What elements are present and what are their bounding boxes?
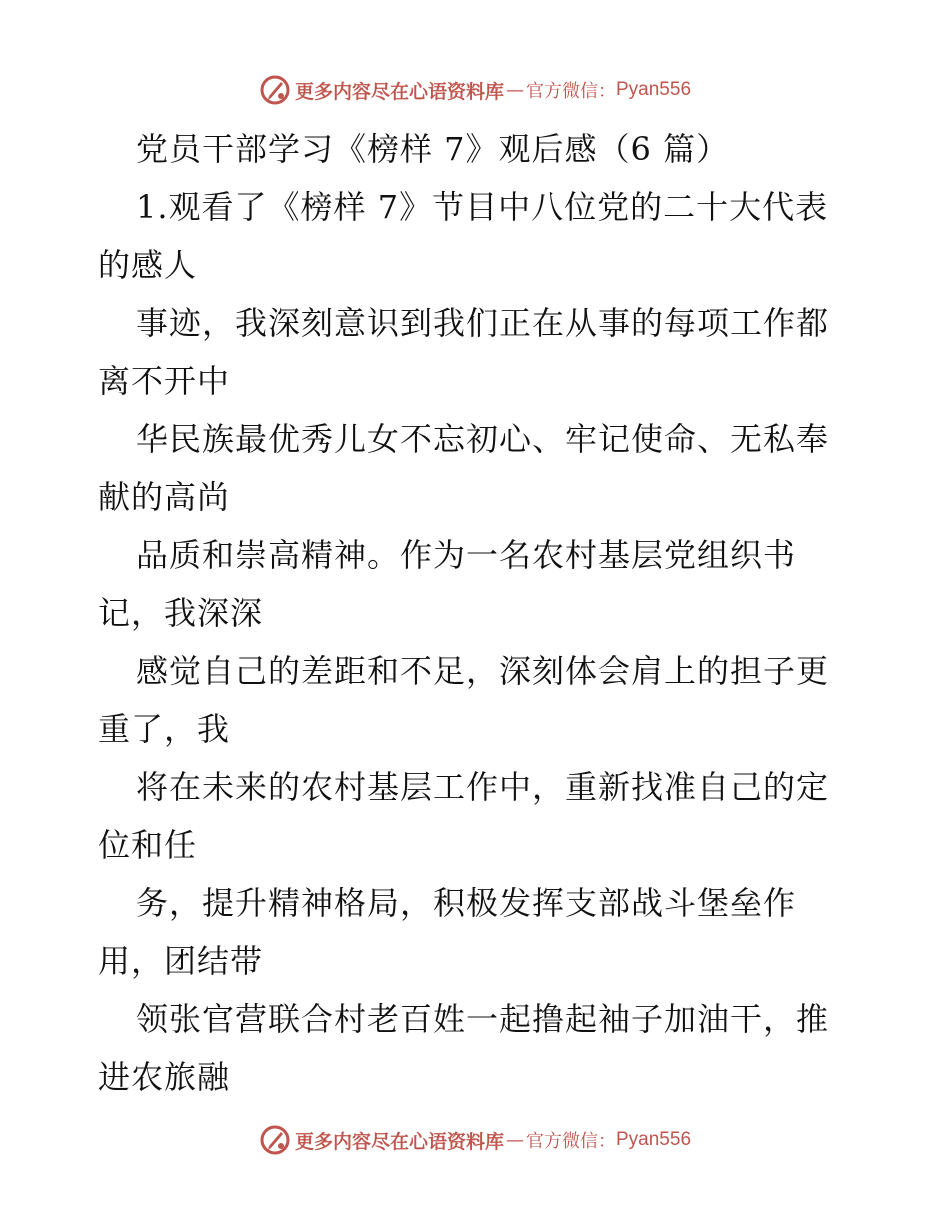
banner-wechat-label: 官方微信： bbox=[526, 81, 616, 102]
document-body bbox=[98, 120, 858, 1106]
banner-dash: — bbox=[506, 1129, 524, 1151]
paragraph-line: 事迹，我深刻意识到我们正在从事的每项工作都 bbox=[136, 304, 830, 342]
header-banner bbox=[0, 70, 950, 110]
quill-seal-icon bbox=[259, 1124, 291, 1156]
paragraph-line: 进农旅融 bbox=[98, 1058, 231, 1096]
banner-wechat-id: Pyan556 bbox=[616, 79, 692, 100]
footer-banner bbox=[0, 1120, 950, 1160]
paragraph-line: 华民族最优秀儿女不忘初心、牢记使命、无私奉 bbox=[136, 420, 830, 458]
paragraph-line: 献的高尚 bbox=[98, 478, 231, 516]
paragraph-line: 离不开中 bbox=[98, 362, 231, 400]
paragraph-line: 感觉自己的差距和不足，深刻体会肩上的担子更 bbox=[136, 652, 830, 690]
paragraph-line: 用，团结带 bbox=[98, 942, 264, 980]
paragraph-line: 将在未来的农村基层工作中，重新找准自己的定 bbox=[136, 768, 830, 806]
paragraph-line: 品质和崇高精神。作为一名农村基层党组织书 bbox=[136, 536, 797, 574]
paragraph-line: 记，我深深 bbox=[98, 594, 264, 632]
banner-dash: — bbox=[506, 79, 524, 101]
paragraph-line: 重了，我 bbox=[98, 710, 231, 748]
paragraph-line: 位和任 bbox=[98, 826, 198, 864]
banner-brand-text: 更多内容尽在心语资料库 bbox=[294, 80, 504, 103]
banner-brand-text: 更多内容尽在心语资料库 bbox=[294, 1130, 504, 1153]
quill-seal-icon bbox=[259, 74, 291, 106]
banner-wechat-id: Pyan556 bbox=[616, 1129, 692, 1150]
document-title: 党员干部学习《榜样 7》观后感（6 篇） bbox=[136, 130, 730, 168]
paragraph-line: 领张官营联合村老百姓一起撸起袖子加油干，推 bbox=[136, 1000, 830, 1038]
paragraph-line: 的感人 bbox=[98, 246, 198, 284]
banner-wechat-label: 官方微信： bbox=[526, 1131, 616, 1152]
paragraph-line: 1.观看了《榜样 7》节目中八位党的二十大代表 bbox=[136, 188, 829, 226]
paragraph-line: 务，提升精神格局，积极发挥支部战斗堡垒作 bbox=[136, 884, 797, 922]
